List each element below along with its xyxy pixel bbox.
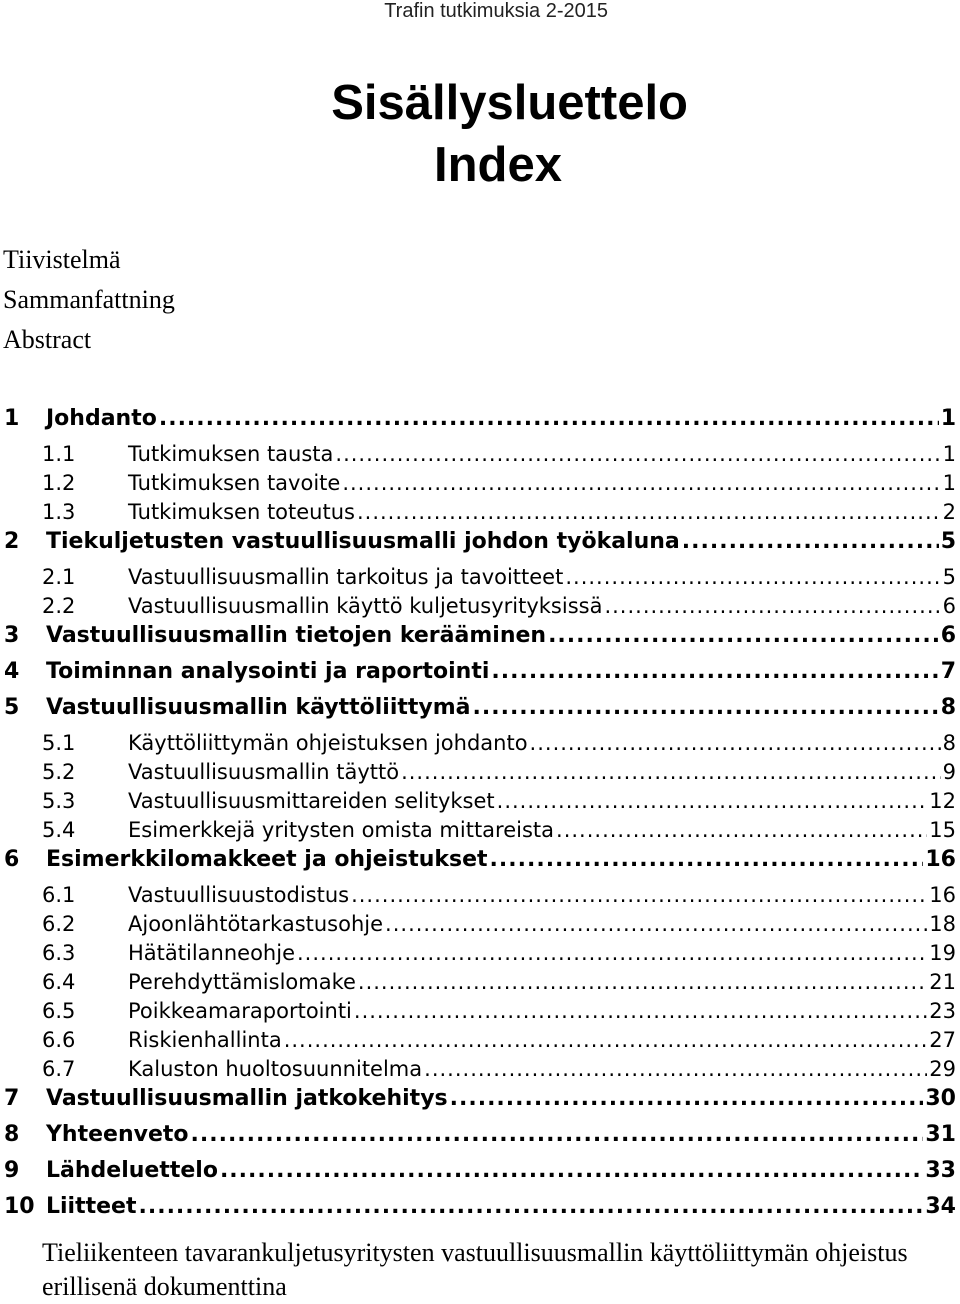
toc-entry-title: Vastuullisuusmallin käyttö kuljetusyrityksissä xyxy=(128,594,603,618)
toc-entry-page: 33 xyxy=(925,1158,956,1183)
page-title: Sisällysluettelo xyxy=(331,76,688,130)
toc-entry-page: 30 xyxy=(925,1086,956,1111)
toc-entry-title: Esimerkkejä yritysten omista mittareista xyxy=(128,818,555,842)
toc-entry-page: 21 xyxy=(929,970,956,994)
toc-entry-title: Vastuullisuusmittareiden selitykset xyxy=(128,789,495,813)
toc-entry-title: Ajoonlähtötarkastusohje xyxy=(128,912,384,936)
footer-note: Tieliikenteen tavarankuljetusyritysten vastuullisuusmallin käyttöliittymän ohjeistus erillisenä dokumenttina xyxy=(42,1238,908,1301)
toc-entry[interactable] xyxy=(0,470,960,499)
toc-entry[interactable] xyxy=(0,405,960,441)
toc-entry[interactable] xyxy=(0,730,960,759)
toc-entry[interactable] xyxy=(0,911,960,940)
toc-entry-page: 9 xyxy=(942,760,956,784)
toc-entry-page: 6 xyxy=(942,594,956,618)
toc-entry-number: 6 xyxy=(4,847,20,872)
toc-entry[interactable] xyxy=(0,1027,960,1056)
toc-entry-page: 8 xyxy=(942,731,956,755)
toc-entry-number: 1.1 xyxy=(42,442,76,466)
toc-entry-title: Vastuullisuusmallin tarkoitus ja tavoitteet xyxy=(128,565,564,589)
toc-leader-dots xyxy=(565,564,940,590)
toc-entry-number: 5.4 xyxy=(42,818,76,842)
toc-entry-title: Tutkimuksen toteutus xyxy=(128,500,355,524)
toc-entry-number: 5 xyxy=(4,695,20,720)
toc-leader-dots xyxy=(335,441,940,467)
toc-leader-dots xyxy=(491,658,938,686)
toc-leader-dots xyxy=(297,940,927,966)
toc-entry-title: Hätätilanneohje xyxy=(128,941,295,965)
toc-leader-dots xyxy=(357,499,941,525)
toc-entry[interactable] xyxy=(0,564,960,593)
toc-entry-page: 31 xyxy=(925,1122,956,1147)
toc-entry-number: 2 xyxy=(4,529,20,554)
toc-entry-title: Lähdeluettelo xyxy=(46,1158,218,1183)
toc-leader-dots xyxy=(401,759,941,785)
toc-entry-number: 6.1 xyxy=(42,883,76,907)
toc-entry-number: 1.3 xyxy=(42,500,76,524)
toc-entry[interactable] xyxy=(0,1085,960,1121)
front-matter-item-sammanfattning: Sammanfattning xyxy=(3,285,175,314)
page-subtitle: Index xyxy=(434,138,562,192)
toc-entry[interactable] xyxy=(0,622,960,658)
toc-entry-number: 6.4 xyxy=(42,970,76,994)
toc-entry-title: Esimerkkilomakkeet ja ohjeistukset xyxy=(46,847,488,872)
toc-entry-page: 23 xyxy=(929,999,956,1023)
toc-leader-dots xyxy=(556,817,927,843)
toc-entry[interactable] xyxy=(0,817,960,846)
toc-leader-dots xyxy=(682,528,939,556)
toc-entry-number: 2.2 xyxy=(42,594,76,618)
toc-leader-dots xyxy=(450,1085,924,1113)
toc-leader-dots xyxy=(159,405,939,433)
toc-leader-dots xyxy=(351,882,927,908)
toc-entry-title: Yhteenveto xyxy=(46,1122,189,1147)
toc-entry[interactable] xyxy=(0,940,960,969)
toc-leader-dots xyxy=(220,1157,923,1185)
toc-leader-dots xyxy=(473,694,939,722)
toc-entry-page: 8 xyxy=(940,695,956,720)
toc-entry-number: 7 xyxy=(4,1086,20,1111)
toc-entry-page: 12 xyxy=(929,789,956,813)
toc-entry[interactable] xyxy=(0,1157,960,1193)
front-matter-list xyxy=(3,240,175,360)
toc-entry-title: Poikkeamaraportointi xyxy=(128,999,352,1023)
toc-entry-title: Käyttöliittymän ohjeistuksen johdanto xyxy=(128,731,528,755)
toc-entry-page: 6 xyxy=(940,623,956,648)
toc-leader-dots xyxy=(191,1121,924,1149)
toc-entry[interactable] xyxy=(0,969,960,998)
toc-entry-number: 6.2 xyxy=(42,912,76,936)
toc-entry-page: 27 xyxy=(929,1028,956,1052)
toc-entry[interactable] xyxy=(0,998,960,1027)
toc-entry-page: 7 xyxy=(940,659,956,684)
toc-entry-number: 6.6 xyxy=(42,1028,76,1052)
toc-entry-title: Vastuullisuusmallin käyttöliittymä xyxy=(46,695,471,720)
toc-entry-number: 1.2 xyxy=(42,471,76,495)
front-matter-item-tiivistelma: Tiivistelmä xyxy=(3,245,121,274)
front-matter-item-abstract: Abstract xyxy=(3,325,92,354)
toc-entry[interactable] xyxy=(0,1056,960,1085)
toc-entry-title: Vastuullisuusmallin täyttö xyxy=(128,760,400,784)
toc-entry-number: 3 xyxy=(4,623,20,648)
toc-leader-dots xyxy=(548,622,939,650)
toc-entry[interactable] xyxy=(0,788,960,817)
toc-entry-number: 6.5 xyxy=(42,999,76,1023)
toc-entry[interactable] xyxy=(0,759,960,788)
toc-entry-number: 2.1 xyxy=(42,565,76,589)
toc-entry-page: 16 xyxy=(925,847,956,872)
toc-entry-page: 5 xyxy=(942,565,956,589)
toc-entry-page: 1 xyxy=(942,442,956,466)
toc-entry-title: Liitteet xyxy=(46,1194,137,1219)
toc-entry[interactable] xyxy=(0,1121,960,1157)
toc-leader-dots xyxy=(342,470,940,496)
toc-entry-number: 6.3 xyxy=(42,941,76,965)
toc-entry-title: Vastuullisuusmallin tietojen kerääminen xyxy=(46,623,547,648)
toc-entry-page: 1 xyxy=(940,406,956,431)
toc-entry-page: 1 xyxy=(942,471,956,495)
toc-entry-title: Perehdyttämislomake xyxy=(128,970,356,994)
toc-entry-number: 5.2 xyxy=(42,760,76,784)
toc-entry-title: Kaluston huoltosuunnitelma xyxy=(128,1057,423,1081)
toc-entry-page: 2 xyxy=(942,500,956,524)
toc-entry[interactable] xyxy=(0,593,960,622)
toc-entry-title: Vastuullisuustodistus xyxy=(128,883,350,907)
toc-leader-dots xyxy=(354,998,927,1024)
toc-entry-page: 18 xyxy=(929,912,956,936)
toc-entry[interactable] xyxy=(0,882,960,911)
toc-leader-dots xyxy=(139,1193,924,1221)
toc-entry-page: 15 xyxy=(929,818,956,842)
toc-entry-page: 34 xyxy=(925,1194,956,1219)
toc-entry[interactable] xyxy=(0,1193,960,1229)
toc-entry[interactable] xyxy=(0,846,960,882)
toc-entry-page: 16 xyxy=(929,883,956,907)
toc-leader-dots xyxy=(530,730,941,756)
toc-leader-dots xyxy=(497,788,928,814)
toc-entry-number: 6.7 xyxy=(42,1057,76,1081)
toc-leader-dots xyxy=(284,1027,928,1053)
toc-entry[interactable] xyxy=(0,499,960,528)
running-header: Trafin tutkimuksia 2-2015 xyxy=(384,0,608,22)
toc-entry[interactable] xyxy=(0,694,960,730)
toc-entry-number: 1 xyxy=(4,406,20,431)
toc-leader-dots xyxy=(424,1056,927,1082)
toc-entry[interactable] xyxy=(0,528,960,564)
toc-entry-title: Vastuullisuusmallin jatkokehitys xyxy=(46,1086,448,1111)
toc-leader-dots xyxy=(358,969,927,995)
toc-leader-dots xyxy=(385,911,927,937)
toc-entry-title: Tiekuljetusten vastuullisuusmalli johdon työkaluna xyxy=(46,529,680,554)
toc-entry-number: 5.1 xyxy=(42,731,76,755)
toc-entry-title: Toiminnan analysointi ja raportointi xyxy=(46,659,490,684)
title-block xyxy=(0,72,960,196)
toc-entry-page: 5 xyxy=(940,529,956,554)
toc-leader-dots xyxy=(490,846,924,874)
toc-entry-title: Riskienhallinta xyxy=(128,1028,282,1052)
toc-entry-number: 9 xyxy=(4,1158,20,1183)
toc-entry-number: 10 xyxy=(4,1194,35,1219)
toc-entry-number: 4 xyxy=(4,659,20,684)
toc-leader-dots xyxy=(604,593,940,619)
toc-entry-page: 19 xyxy=(929,941,956,965)
toc-entry[interactable] xyxy=(0,441,960,470)
toc-entry-title: Tutkimuksen tavoite xyxy=(128,471,341,495)
toc-entry-title: Johdanto xyxy=(46,406,157,431)
toc-entry[interactable] xyxy=(0,658,960,694)
toc-entry-page: 29 xyxy=(929,1057,956,1081)
toc-entry-number: 8 xyxy=(4,1122,20,1147)
toc-entry-title: Tutkimuksen tausta xyxy=(128,442,334,466)
toc-entry-number: 5.3 xyxy=(42,789,76,813)
